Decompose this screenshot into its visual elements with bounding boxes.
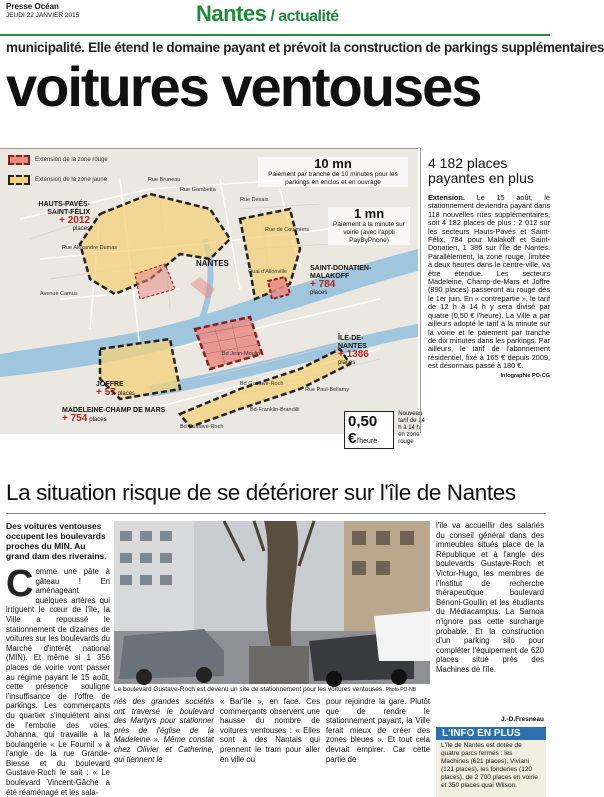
sector-count: + 784 bbox=[310, 279, 336, 290]
article-column-4: pour rejoindre la gare. Plutôt que de rendre le stationnement payant, la Ville ferait mieux de créer des zones bleues ». Et tout cela devrait empirer. Car cette partie de bbox=[326, 697, 430, 764]
article-column-1 bbox=[6, 563, 110, 797]
title-rule bbox=[6, 513, 546, 514]
places-label: places bbox=[338, 360, 356, 366]
photo-caption bbox=[114, 686, 430, 694]
sector-count: + 57 bbox=[96, 387, 116, 398]
article-column-2: riés des grandes sociétés ont traversé le boulevard des Martyrs pour stationner près de l'église de la Madeleine ». Même constat chez Olivier et Catherine, qui tiennent le bbox=[114, 697, 214, 764]
street-label: Quai d'Allonville bbox=[248, 269, 287, 275]
info-box-title: L'INFO EN PLUS bbox=[436, 727, 546, 740]
article-column-3: « Bar'île », en face. Ces commerçants observent une hausse du nombre de voitures ventouses : « Elles sont à des Nantais qui prennent le tram pour aller en ville ou bbox=[220, 697, 320, 764]
street-label: Rue Desaix bbox=[240, 197, 269, 203]
street-label: Rue de Coulmiers bbox=[265, 227, 310, 233]
article-column-5: l'île va accueillir des salariés du conseil général dans des immeubles situés place de la République et à l'angle des boulevards Gustave-Roch et Victor-Hugo, les membres de l'Institut de recherche thérapeutique boulevard Bénoni-Goullin et les étudiants du Médiacampus. La Samoa n'ignore pas cette surcharge probable. Et la construction d'un parking silo pour compléter l'équipement de 620 places situé près des Machines de l'île. bbox=[436, 521, 544, 674]
places-label: places bbox=[89, 417, 107, 423]
issue-date: JEUDI 22 JANVIER 2015 bbox=[6, 12, 80, 19]
street-photo bbox=[114, 521, 430, 684]
drop-cap: C bbox=[6, 563, 34, 605]
one-minute-text: Paiement à la minute sur voirie (avec l'appli PayByPhone) bbox=[333, 221, 405, 244]
places-label: places bbox=[72, 226, 90, 232]
author-signature: J.-D.Fresneau bbox=[501, 716, 544, 723]
label-saint-donatien bbox=[310, 265, 390, 297]
sidebar-text: Le 15 août, le stationnement deviendra payant dans 118 nouvelles rues supplémentaires, soit 4 182 places de plus : 2 012 sur les secteurs Hauts-Pavés et Saint-Félix, 784 pour Malakoff et Saint-Donatien, 1 386 sur l'Île de Nantes. Parallèlement, la zone rouge, limitée à deux heures dans le centre-ville, va être étendue. Les secteurs Madeleine, Champ-de-Mars et Joffre (890 places) passeront au rouge dès le 1er juin. En « contrepartie », le tarif de 12 h à 14 h y sera divisé par quatre (0,50 € l'heure). La Ville a par ailleurs adopté le tarif à la minute sur la voirie et le paiement par tranche de dix minutes dans les parkings. Par ailleurs, le tarif de l'abonnement résidentiel, fixé à 165 € depuis 2009, est désormais passé à 180 €. bbox=[428, 193, 550, 371]
ten-minute-info bbox=[258, 157, 408, 187]
sector-name: SAINT-DONATIEN- MALAKOFF bbox=[310, 265, 372, 280]
street-label: Bd-Franklin-Brandilli bbox=[250, 407, 300, 413]
label-madeleine bbox=[62, 407, 172, 424]
caption-text: Le boulevard Gustave-Roch est devenu un site de stationnement pour les voitures ventouses. bbox=[114, 686, 384, 693]
article-standfirst: Des voitures ventouses occupent les boulevards proches du MIN. Au grand dam des riverains. bbox=[6, 521, 107, 561]
sector-count: + 1386 bbox=[338, 349, 369, 360]
sidebar-title: 4 182 places payantes en plus bbox=[428, 155, 534, 186]
yellow-zone-swatch bbox=[8, 175, 30, 185]
kicker: municipalité. Elle étend le domaine payant et prévoit la construction de parkings supplémentaires bbox=[6, 40, 604, 55]
label-hauts-paves bbox=[20, 201, 90, 233]
parking-map bbox=[0, 148, 425, 447]
sector-count: + 754 bbox=[62, 413, 88, 424]
sector-name: ÎLE-DE- NANTES bbox=[338, 335, 367, 350]
ten-minute-value: 10 mn bbox=[314, 156, 352, 171]
paper-name bbox=[6, 2, 79, 20]
column-text: omme une pâte à gâteau ! En aménageant quelques artères qui irriguent le cœur de l'île, la Ville a repoussé le stationnement de dizaines de voitures sur les boulevards du Marché d'intérêt national (MIN). Et même si 1 356 places de voirie vont passer au régime payant le 15 août, cette présence souligne l'insuffisance de l'offre de parkings. Les commerçants du quartier s'inquiètent ainsi de l'embolie des voies. Johanna, qui travaille à la boulangerie « Le Fournil » à l'angle de la rue Grande-Biesse et du boulevard Gustave-Roch le sait : « Le boulevard Vincent-Gâche a été réaménagé et les sala- bbox=[6, 567, 110, 797]
label-ile-de-nantes bbox=[338, 335, 388, 367]
one-minute-info bbox=[328, 207, 410, 245]
sector-name: HAUTS-PAVÉS- SAINT-FÉLIX bbox=[38, 201, 90, 216]
fee-note: Nouveau tarif de 14 h à 14 h en zone rouge bbox=[398, 411, 425, 445]
city-label: NANTES bbox=[196, 259, 229, 268]
paper-title: Presse Océan bbox=[6, 2, 59, 11]
street-label: Bd Gustave-Roch bbox=[180, 424, 224, 430]
photo-drawing bbox=[114, 521, 430, 684]
red-zone-east bbox=[268, 277, 290, 299]
places-label: places bbox=[117, 391, 136, 397]
info-box bbox=[436, 727, 546, 797]
sidebar-lead: Extension. bbox=[428, 193, 465, 202]
street-label: Bd Gustave-Roch bbox=[240, 381, 284, 387]
article-title: La situation risque de se détériorer sur l'île de Nantes bbox=[6, 480, 516, 505]
page-header bbox=[0, 0, 550, 36]
street-label: Rue Gambetta bbox=[180, 187, 216, 193]
red-zone-swatch bbox=[8, 155, 30, 165]
street-label: Rue Paul-Bellamy bbox=[305, 387, 350, 393]
headline: voitures ventouses bbox=[6, 55, 481, 118]
fee-value: 0,50 € bbox=[348, 413, 378, 447]
red-zone-fee bbox=[344, 411, 425, 449]
section-sub: / actualité bbox=[270, 8, 339, 25]
places-label: places bbox=[310, 290, 328, 296]
ten-minute-text: Paiement par tranche de 10 minutes pour les parkings en enclos et en ouvrage bbox=[268, 171, 398, 186]
street-label: Rue Alexandre Dumas bbox=[62, 245, 118, 251]
sector-count: + 2012 bbox=[59, 215, 90, 226]
photo-credit: Photo PO-NB bbox=[385, 687, 417, 693]
street-label: Bd Jean-Moulin bbox=[222, 351, 261, 357]
sidebar-story bbox=[420, 148, 550, 433]
legend-red-label: Extension de la zone rouge bbox=[35, 157, 108, 163]
infographic-credit: Infographie PO-CG bbox=[500, 372, 550, 379]
sidebar-body bbox=[428, 194, 550, 371]
one-minute-value: 1 mn bbox=[353, 206, 385, 221]
fee-amount bbox=[344, 411, 394, 449]
map-legend bbox=[8, 155, 108, 195]
sector-name: MADELEINE-CHAMP DE MARS bbox=[62, 407, 166, 414]
sector-name: JOFFRE bbox=[96, 381, 124, 388]
section-title bbox=[196, 1, 339, 27]
section-name: Nantes bbox=[196, 1, 267, 26]
legend-yellow-label: Extension de la zone jaune bbox=[35, 177, 108, 183]
info-box-text: L'île de Nantes est dotée de quatre parcs fermés : les Machines (621 places), Viviani (121 places), les fonderies (120 places), de 2 700 places en voirie et 350 places quai Wilson. bbox=[441, 742, 538, 789]
fee-unit: l'heure bbox=[356, 438, 378, 445]
street-label: Avenue Camus bbox=[40, 291, 78, 297]
street-label: Rue Bruneau bbox=[148, 177, 181, 183]
label-joffre bbox=[96, 381, 156, 398]
